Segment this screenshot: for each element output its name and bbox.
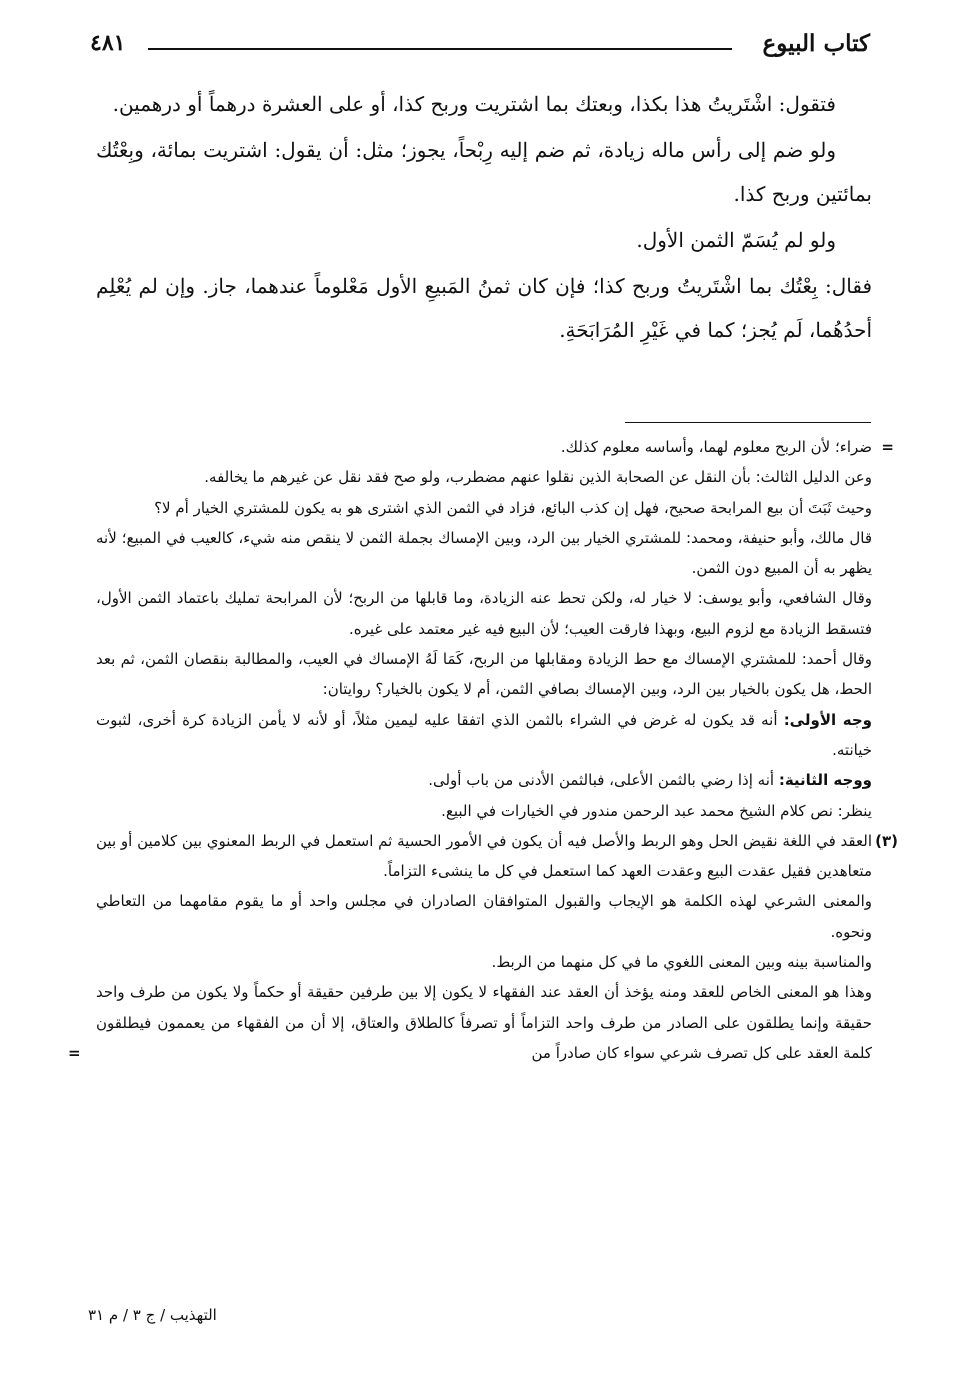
running-header bbox=[90, 28, 870, 68]
footnote-separator bbox=[625, 422, 871, 423]
footnotes bbox=[68, 432, 898, 1068]
footnote-paragraph: والمناسبة بينه وبين المعنى اللغوي ما في كل منهما من الربط. bbox=[491, 953, 872, 972]
main-paragraph: فتقول: اشْتَريتُ هذا بكذا، وبعتك بما اشتريت وربح كذا، أو على العشرة درهماً أو درهمين. bbox=[112, 92, 836, 116]
header-rule bbox=[148, 48, 732, 50]
page-number: ٤٨١ bbox=[90, 30, 126, 56]
footnote-paragraph: وقال الشافعي، وأبو يوسف: لا خيار له، ولكن تحط عنه الزيادة، وما قابلها من الربح؛ لأن المرابحة تمليك باعتماد الثمن الأول، فتسقط الزيادة مع لزوم البيع، وبهذا فارقت العيب؛ لأن البيع فيه غير معتمد على غيره. bbox=[96, 589, 872, 638]
printer-signature: التهذيب / ج ٣ / م ٣١ bbox=[88, 1306, 217, 1324]
continuation-marker: = bbox=[881, 438, 894, 456]
footnote-3 bbox=[96, 826, 898, 887]
footnote-paragraph: وحيث ثَبَتَ أن بيع المرابحة صحيح، فهل إن كذب البائع، فزاد في الثمن الذي اشترى هو به يكون للمشتري الخيار أم لا؟ bbox=[154, 498, 872, 517]
footnote-paragraph: ينظر: نص كلام الشيخ محمد عبد الرحمن مندور في الخيارات في البيع. bbox=[441, 801, 872, 820]
footnote-paragraph: والمعنى الشرعي لهذه الكلمة هو الإيجاب والقبول المتوافقان الصادران في مجلس واحد أو ما يقوم مقامهما من التعاطي ونحوه. bbox=[96, 892, 872, 941]
main-text bbox=[96, 82, 872, 354]
main-paragraph: ولو ضم إلى رأس ماله زيادة، ثم ضم إليه رِبْحاً، يجوز؛ مثل: أن يقول: اشتريت بمائة، وبِعْتُك بمائتين وربح كذا. bbox=[96, 138, 872, 206]
running-title: كتاب البيوع bbox=[762, 30, 870, 57]
footnote-paragraph: وقال أحمد: للمشتري الإمساك مع حط الزيادة ومقابلها من الربح، كَمَا لَهُ الإمساك في العيب، والمطالبة بنقصان الثمن، ثم بعد الحط، هل يكون بالخيار بين الرد، وبين الإمساك بصافي الثمن، أم لا يكون بالخيار؟ روايتان: bbox=[96, 650, 872, 699]
footnote-number: (٣) bbox=[875, 831, 898, 850]
continued-marker: = bbox=[68, 1043, 81, 1062]
footnote-paragraph: قال مالك، وأبو حنيفة، ومحمد: للمشتري الخيار بين الرد، وبين الإمساك بجملة الثمن لا ينقص منه شيء، كالعيب في المبيع؛ لأنه يظهر به أن المبيع دون الثمن. bbox=[96, 528, 872, 578]
footnote-paragraph: وعن الدليل الثالث: بأن النقل عن الصحابة الذين نقلوا عنهم مضطرب، ولو صح فقد نقل عن غيرهم ما يخالفه. bbox=[204, 468, 872, 487]
footnote-paragraph bbox=[68, 977, 872, 1068]
footnote-text: العقد في اللغة نقيض الحل وهو الربط والأصل فيه أن يكون في الأمور الحسية ثم استعمل في الربط المعنوي بين كلامين أو بين متعاهدين فقيل عقدت البيع وعقدت العهد كما استعمل في كل ما ينشىء التزاماً. bbox=[96, 831, 872, 881]
footnote-text: ضراء؛ لأن الربح معلوم لهما، وأساسه معلوم كذلك. bbox=[560, 438, 872, 456]
footnote-lead: ووجه الثانية: bbox=[778, 771, 872, 790]
footnote-paragraph bbox=[96, 765, 872, 795]
footnote-text: وهذا هو المعنى الخاص للعقد ومنه يؤخذ أن العقد عند الفقهاء لا يكون إلا بين طرفين حقيقة أو حكماً ولا يكون من طرف واحد حقيقة وإنما يطلقون على الصادر من طرف واحد التزاماً أو تصرفاً كالطلاق والعتاق، إلا أن من الفقهاء من يعممون فيطلقون كلمة العقد على كل تصرف شرعي سواء كان صادراً من bbox=[96, 983, 872, 1062]
footnote-paragraph bbox=[96, 705, 872, 766]
footnote-continuation bbox=[96, 432, 894, 462]
main-paragraph: ولو لم يُسَمّ الثمن الأول. bbox=[636, 228, 836, 252]
main-paragraph: فقال: بِعْتُك بما اشْتَريتُ وربح كذا؛ فإن كان ثمنُ المَبيعِ الأول مَعْلوماً عندهما، جاز. وإن لم يُعْلِم أحدُهُما، لَم يُجز؛ كما في غَيْرِ المُرَابَحَةِ. bbox=[96, 274, 872, 342]
footnote-text: أنه قد يكون له غرض في الشراء بالثمن الذي اتفقا عليه ليمين مثلاً، أو لأنه لا يأمن الزيادة كرة أخرى، لثبوت خيانته. bbox=[96, 710, 872, 759]
footnote-lead: وجه الأولى: bbox=[783, 710, 872, 729]
footnote-text: أنه إذا رضي بالثمن الأعلى، فبالثمن الأدنى من باب أولى. bbox=[428, 771, 775, 790]
